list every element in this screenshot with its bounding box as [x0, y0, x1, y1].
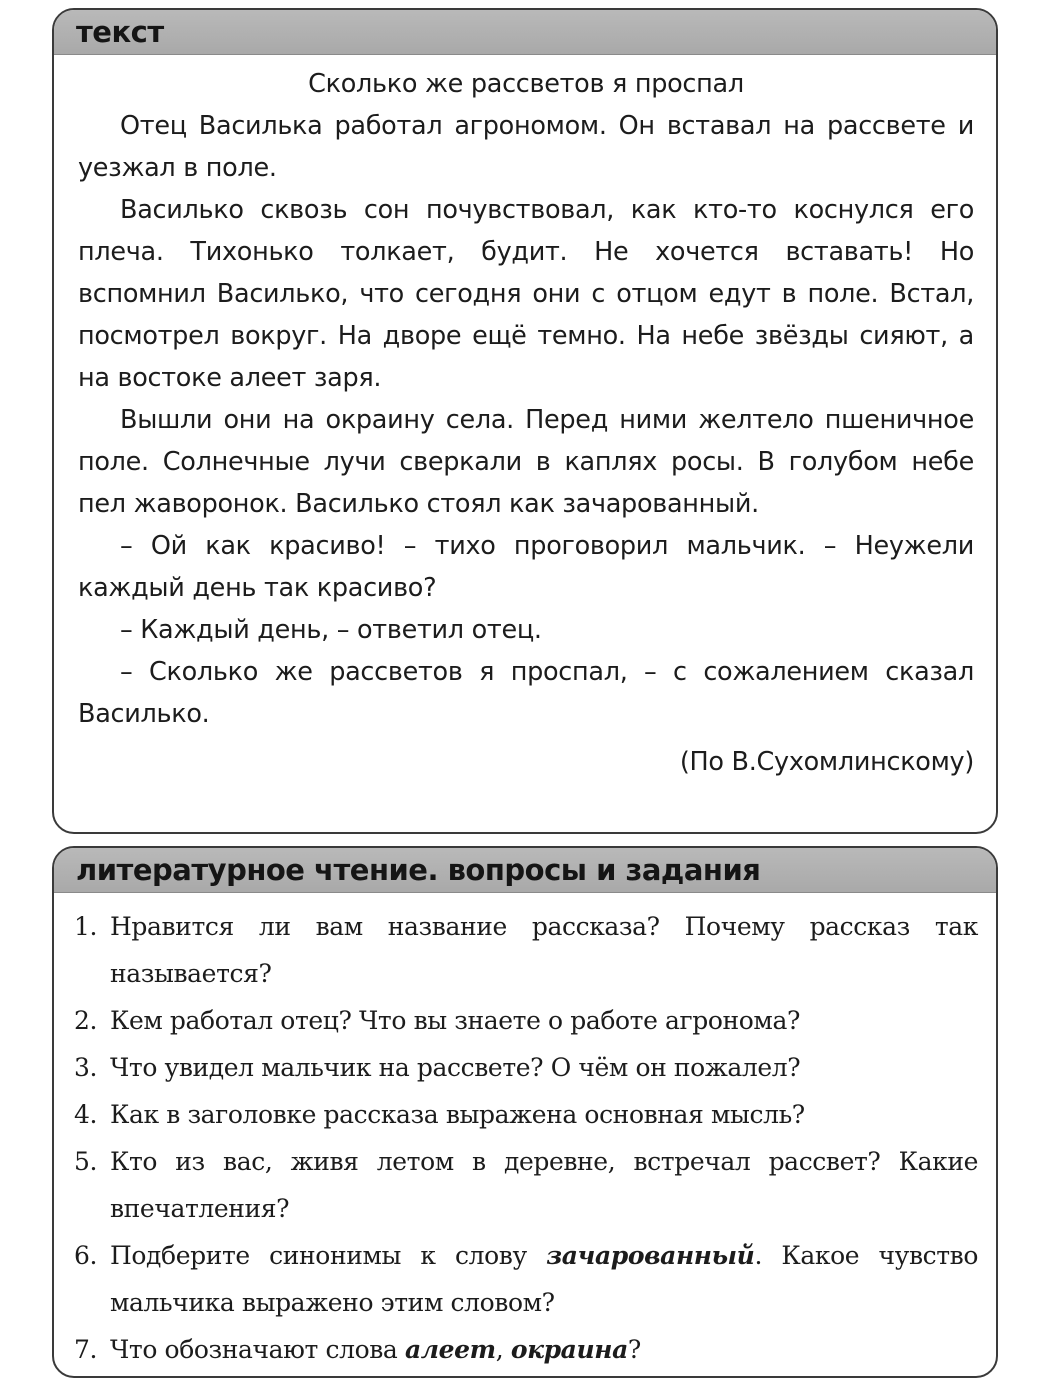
question-text: Что увидел мальчик на рассвете? О чём он пожалел? — [110, 1053, 801, 1082]
question-item — [74, 1232, 978, 1326]
question-number: 1. — [74, 912, 98, 941]
question-text-part: , — [495, 1335, 511, 1364]
question-number: 6. — [74, 1241, 98, 1270]
question-text-part: Что обозначают слова — [110, 1335, 405, 1364]
questions-panel-header: литературное чтение. вопросы и задания — [54, 848, 996, 893]
story-panel — [52, 8, 998, 834]
question-number: 2. — [74, 1006, 98, 1035]
question-text: Нравится ли вам название рассказа? Почему рассказ так называется? — [110, 912, 978, 988]
story-paragraph: – Ой как красиво! – тихо проговорил мальчик. – Неужели каждый день так красиво? — [78, 531, 974, 603]
question-number: 5. — [74, 1147, 98, 1176]
question-text: Кто из вас, живя летом в деревне, встречал рассвет? Какие впечатления? — [110, 1147, 978, 1223]
story-paragraph: – Сколько же рассветов я проспал, – с сожалением сказал Василько. — [78, 657, 974, 729]
question-number: 4. — [74, 1100, 98, 1129]
question-item — [74, 1138, 978, 1232]
story-author: (По В.Сухомлинскому) — [679, 747, 974, 777]
question-text: Кем работал отец? Что вы знаете о работе агронома? — [110, 1006, 800, 1035]
story-body — [54, 55, 996, 783]
question-text-part: ? — [627, 1335, 641, 1364]
question-emphasis: окраина — [510, 1335, 628, 1364]
story-panel-header: текст — [54, 10, 996, 55]
questions-panel — [52, 846, 998, 1378]
question-item — [74, 903, 978, 997]
question-text — [110, 1232, 978, 1326]
story-paragraph: Василько сквозь сон почувствовал, как кто-то коснулся его плеча. Тихонько толкает, будит. Не хочется вставать! Но вспомнил Василько, что сегодня они с отцом едут в поле. Встал, посмотрел вокруг. На дворе ещё темно. На небе звёзды сияют, а на востоке алеет заря. — [78, 195, 974, 393]
question-text-part: Подберите синонимы к слову — [110, 1241, 547, 1270]
question-number: 7. — [74, 1335, 98, 1364]
story-title: Сколько же рассветов я проспал — [308, 69, 744, 99]
question-item — [74, 1044, 978, 1091]
question-number: 3. — [74, 1053, 98, 1082]
question-text — [110, 1326, 978, 1373]
questions-list — [54, 893, 996, 1373]
question-item — [74, 1326, 978, 1373]
question-emphasis: зачарованный — [546, 1241, 755, 1270]
question-text: Как в заголовке рассказа выражена основная мысль? — [110, 1100, 805, 1129]
story-paragraph: Вышли они на окраину села. Перед ними желтело пшеничное поле. Солнечные лучи сверкали в каплях росы. В голубом небе пел жаворонок. Василько стоял как зачарованный. — [78, 405, 974, 519]
question-emphasis: алеет — [404, 1335, 496, 1364]
question-text-part: . Какое чувство мальчика выражено этим словом? — [110, 1241, 978, 1317]
story-paragraph: Отец Василька работал агрономом. Он вставал на рассвете и уезжал в поле. — [78, 111, 974, 183]
question-item — [74, 1091, 978, 1138]
question-item — [74, 997, 978, 1044]
story-paragraph: – Каждый день, – ответил отец. — [120, 615, 542, 645]
